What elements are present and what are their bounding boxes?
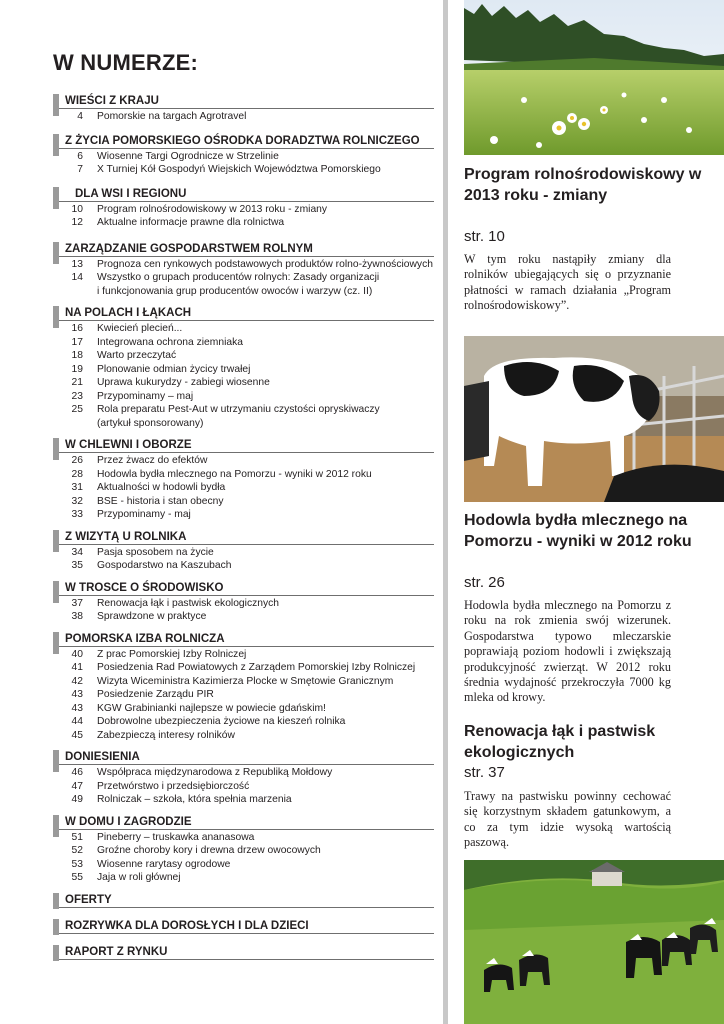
toc-page-number: 35 <box>71 560 83 571</box>
toc-section <box>53 242 434 299</box>
toc-entry-title-line: Posiedzenie Zarządu PIR <box>97 689 214 700</box>
toc-section <box>53 94 434 124</box>
toc-entry-title <box>97 150 434 164</box>
toc-entry <box>53 858 434 872</box>
toc-entry-title <box>97 216 434 230</box>
toc-page-number: 7 <box>77 164 83 175</box>
toc-entry-title-line: Hodowla bydła mlecznego na Pomorzu - wyniki w 2012 roku <box>97 468 372 480</box>
article-description: Trawy na pastwisku powinny cechować się korzystnym składem gatunkowym, a co za tym idzie wysoką wartością paszową. <box>464 789 671 850</box>
toc-page-number: 14 <box>71 272 83 283</box>
toc-items <box>53 321 434 430</box>
toc-entry-title-line: Przypominamy – maj <box>97 390 194 402</box>
table-of-contents <box>53 86 434 961</box>
column-divider <box>443 0 448 1024</box>
toc-entry-title <box>97 110 434 124</box>
toc-page-number: 37 <box>71 597 83 609</box>
toc-entry <box>53 390 434 404</box>
toc-entry-title <box>97 363 434 377</box>
toc-entry <box>53 675 434 689</box>
toc-entry-title-line: Gospodarstwo na Kaszubach <box>97 560 232 571</box>
toc-section <box>53 750 434 807</box>
toc-entry <box>53 793 434 807</box>
toc-entry-title <box>97 661 434 675</box>
toc-page-number: 53 <box>71 858 83 870</box>
toc-section <box>53 945 434 961</box>
toc-entry-title-line: Pasja sposobem na życie <box>97 546 214 558</box>
toc-items <box>53 596 434 624</box>
toc-items <box>53 765 434 807</box>
toc-entry <box>53 271 434 298</box>
toc-entry-title <box>97 508 434 522</box>
article-description: Hodowla bydła mlecznego na Pomorzu z roku na rok zmienia swój wizerunek. Gospodarstwa typowo mleczarskie poprawiają poziom hodowli i zwiększają produkcyjność zwierząt. W 2012 roku średnia wydajność przekroczyła 7000 kg mleka od krowy. <box>464 598 671 705</box>
toc-section <box>53 134 434 177</box>
toc-entry-title <box>97 831 434 845</box>
toc-entry <box>53 495 434 509</box>
toc-entry-title <box>97 702 434 716</box>
toc-section <box>53 530 434 573</box>
toc-entry <box>53 702 434 716</box>
toc-page-number: 51 <box>71 831 83 843</box>
article-title: Program rolnośrodowiskowy w 2013 roku - zmiany <box>464 166 702 204</box>
meadow-image <box>464 0 724 155</box>
toc-entry <box>53 559 434 573</box>
toc-entry-title-line: Aktualności w hodowli bydła <box>97 482 226 493</box>
toc-entry <box>53 322 434 336</box>
article-title: Hodowla bydła mlecznego na Pomorzu - wyniki w 2012 roku <box>464 512 692 550</box>
toc-entry <box>53 468 434 482</box>
toc-entry <box>53 349 434 363</box>
toc-entry <box>53 661 434 675</box>
toc-page-number: 12 <box>71 217 83 228</box>
toc-entry-title-line: Uprawa kukurydzy - zabiegi wiosenne <box>97 377 270 388</box>
toc-entry-title <box>97 454 434 468</box>
toc-page-number: 45 <box>71 729 83 741</box>
toc-entry <box>53 546 434 560</box>
toc-section-heading: ZARZĄDZANIE GOSPODARSTWEM ROLNYM <box>53 242 434 257</box>
toc-entry-title <box>97 336 434 350</box>
toc-section <box>53 893 434 909</box>
toc-entry-title-line: Rola preparatu Pest-Aut w utrzymaniu czystości opryskiwaczy <box>97 404 380 415</box>
toc-page-number: 46 <box>71 767 83 778</box>
toc-section-heading: POMORSKA IZBA ROLNICZA <box>53 632 434 647</box>
pasture-cows-image <box>464 860 724 1024</box>
toc-items <box>53 545 434 573</box>
toc-section-heading: W DOMU I ZAGRODZIE <box>53 815 434 830</box>
article-page-ref: str. 37 <box>464 764 505 781</box>
toc-entry-title-line: Plonowanie odmian życicy trwałej <box>97 363 251 375</box>
toc-entry-title-line: (artykuł sponsorowany) <box>97 417 204 429</box>
toc-entry <box>53 597 434 611</box>
toc-page-number: 31 <box>71 482 83 493</box>
toc-items <box>53 830 434 885</box>
toc-section-heading: OFERTY <box>53 893 434 908</box>
featured-column <box>456 0 724 1024</box>
toc-entry-title <box>97 349 434 363</box>
toc-items <box>53 202 434 230</box>
toc-section-heading: DLA WSI I REGIONU <box>53 187 434 202</box>
toc-section <box>53 438 434 522</box>
toc-entry-title-line: Integrowana ochrona ziemniaka <box>97 336 243 348</box>
toc-section-heading: ROZRYWKA DLA DOROSŁYCH I DLA DZIECI <box>53 919 434 934</box>
toc-section <box>53 815 434 885</box>
toc-entry-title <box>97 675 434 689</box>
toc-entry-title-line: Posiedzenia Rad Powiatowych z Zarządem Pomorskiej Izby Rolniczej <box>97 662 416 673</box>
toc-page-number: 43 <box>71 702 83 714</box>
toc-page-number: 44 <box>71 716 83 727</box>
toc-entry-title-line: Prognoza cen rynkowych podstawowych produktów rolno-żywnościowych <box>97 258 433 270</box>
toc-entry <box>53 508 434 522</box>
toc-entry-title <box>97 468 434 482</box>
toc-entry-title <box>97 688 434 702</box>
toc-entry <box>53 729 434 743</box>
toc-entry <box>53 844 434 858</box>
toc-page-number: 6 <box>77 150 83 162</box>
toc-page-number: 32 <box>71 495 83 507</box>
toc-entry-title <box>97 163 434 177</box>
toc-entry-title <box>97 729 434 743</box>
toc-page-number: 38 <box>71 611 83 622</box>
toc-entry-title <box>97 203 434 217</box>
toc-entry-title-line: Przetwórstwo i przedsiębiorczość <box>97 780 250 792</box>
toc-entry-title <box>97 495 434 509</box>
toc-section-heading: WIEŚCI Z KRAJU <box>53 94 434 109</box>
toc-section-heading: Z ŻYCIA POMORSKIEGO OŚRODKA DORADZTWA ROLNICZEGO <box>53 134 434 149</box>
toc-items <box>53 934 434 935</box>
article-title: Renowacja łąk i pastwisk ekologicznych <box>464 723 656 761</box>
toc-entry <box>53 216 434 230</box>
toc-items <box>53 647 434 743</box>
toc-entry-title <box>97 597 434 611</box>
toc-entry <box>53 376 434 390</box>
toc-entry-title-line: Jaja w roli głównej <box>97 872 181 883</box>
article-description: W tym roku nastąpiły zmiany dla rolników ubiegających się o przyznanie płatności w ramach działania „Program rolnośrodowiskowy”. <box>464 252 671 313</box>
toc-page-number: 18 <box>71 350 83 361</box>
toc-entry-title-line: BSE - historia i stan obecny <box>97 495 224 507</box>
toc-section <box>53 632 434 743</box>
toc-entry <box>53 403 434 430</box>
toc-items <box>53 257 434 299</box>
toc-entry <box>53 780 434 794</box>
toc-entry-title-line: Współpraca międzynarodowa z Republiką Mołdowy <box>97 767 333 778</box>
toc-page-number: 17 <box>71 336 83 348</box>
toc-entry <box>53 715 434 729</box>
toc-entry <box>53 871 434 885</box>
toc-entry <box>53 258 434 272</box>
toc-entry-title-line: Rolniczak – szkoła, która spełnia marzenia <box>97 794 292 805</box>
toc-entry <box>53 150 434 164</box>
toc-entry-title <box>97 793 434 807</box>
toc-entry-title <box>97 403 434 430</box>
toc-section-heading: Z WIZYTĄ U ROLNIKA <box>53 530 434 545</box>
cows-barn-photo <box>464 336 724 502</box>
toc-entry-title <box>97 715 434 729</box>
toc-items <box>53 149 434 177</box>
toc-page-number: 4 <box>77 111 83 122</box>
toc-entry-title <box>97 780 434 794</box>
toc-entry-title <box>97 376 434 390</box>
meadow-photo <box>464 0 724 155</box>
toc-page-number: 13 <box>71 258 83 270</box>
toc-entry <box>53 336 434 350</box>
toc-page-number: 52 <box>71 845 83 856</box>
toc-entry-title-line: Warto przeczytać <box>97 350 177 361</box>
toc-entry-title-line: Zabezpieczą interesy rolników <box>97 729 235 741</box>
toc-entry-title-line: Sprawdzone w praktyce <box>97 611 207 622</box>
toc-section <box>53 581 434 624</box>
toc-page-number: 33 <box>71 509 83 520</box>
toc-section-heading: DONIESIENIA <box>53 750 434 765</box>
toc-entry-title-line: Renowacja łąk i pastwisk ekologicznych <box>97 597 279 609</box>
toc-page-number: 49 <box>71 794 83 805</box>
toc-page-number: 21 <box>71 377 83 388</box>
toc-entry-title-line: Wiosenne rarytasy ogrodowe <box>97 858 231 870</box>
page-title: W NUMERZE: <box>53 50 198 75</box>
toc-entry-title-line: Dobrowolne ubezpieczenia życiowe na kieszeń rolnika <box>97 716 346 727</box>
toc-page-number: 23 <box>71 390 83 402</box>
toc-entry-title <box>97 271 434 298</box>
toc-entry-title-line: Pomorskie na targach Agrotravel <box>97 111 247 122</box>
toc-page-number: 19 <box>71 363 83 375</box>
cows-barn-image <box>464 336 724 502</box>
toc-entry <box>53 688 434 702</box>
toc-page-number: 40 <box>71 648 83 660</box>
toc-page-number: 28 <box>71 468 83 480</box>
toc-section <box>53 187 434 230</box>
toc-entry-title-line: Pineberry – truskawka ananasowa <box>97 831 255 843</box>
toc-entry-title <box>97 766 434 780</box>
toc-page-number: 43 <box>71 689 83 700</box>
toc-entry-title-line: Przez żwacz do efektów <box>97 455 208 466</box>
toc-entry-title-line: Wiosenne Targi Ogrodnicze w Strzelinie <box>97 150 279 162</box>
toc-entry <box>53 610 434 624</box>
toc-entry-title <box>97 258 434 272</box>
toc-entry-title-line: X Turniej Kół Gospodyń Wiejskich Województwa Pomorskiego <box>97 164 381 175</box>
pasture-cows-photo <box>464 860 724 1024</box>
toc-entry-title <box>97 546 434 560</box>
toc-entry <box>53 481 434 495</box>
toc-entry <box>53 363 434 377</box>
toc-entry-title-line: Wizyta Wiceministra Kazimierza Plocke w Smętowie Granicznym <box>97 675 394 687</box>
toc-page-number: 47 <box>71 780 83 792</box>
toc-entry <box>53 110 434 124</box>
toc-entry-title <box>97 481 434 495</box>
toc-items <box>53 908 434 909</box>
toc-entry-title-line: KGW Grabinianki najlepsze w powiecie gdańskim! <box>97 702 326 714</box>
toc-entry-title-line: Groźne choroby kory i drewna drzew owocowych <box>97 845 321 856</box>
toc-entry-title <box>97 559 434 573</box>
toc-section <box>53 919 434 935</box>
toc-section-heading: W TROSCE O ŚRODOWISKO <box>53 581 434 596</box>
toc-items <box>53 453 434 522</box>
toc-entry-title-line: Z prac Pomorskiej Izby Rolniczej <box>97 648 247 660</box>
toc-page-number: 41 <box>71 662 83 673</box>
toc-entry <box>53 831 434 845</box>
toc-entry-title-line: Kwiecień plecień... <box>97 323 183 334</box>
article-page-ref: str. 10 <box>464 228 505 245</box>
toc-entry <box>53 648 434 662</box>
toc-entry <box>53 766 434 780</box>
article-page-ref: str. 26 <box>464 574 505 591</box>
toc-page-number: 10 <box>71 203 83 215</box>
toc-items <box>53 960 434 961</box>
toc-entry-title-line: Przypominamy - maj <box>97 509 191 520</box>
toc-entry-title-line: Program rolnośrodowiskowy w 2013 roku - zmiany <box>97 203 328 215</box>
toc-page-number: 16 <box>71 323 83 334</box>
toc-section-heading: RAPORT Z RYNKU <box>53 945 434 960</box>
toc-page-number: 25 <box>71 404 83 415</box>
toc-page-number: 34 <box>71 546 83 558</box>
toc-entry-title <box>97 858 434 872</box>
toc-entry-title <box>97 648 434 662</box>
toc-entry-title-line: Aktualne informacje prawne dla rolnictwa <box>97 217 285 228</box>
toc-entry <box>53 454 434 468</box>
toc-entry-title-line: Wszystko o grupach producentów rolnych: Zasady organizacji <box>97 272 380 283</box>
toc-page-number: 42 <box>71 675 83 687</box>
toc-entry-title <box>97 871 434 885</box>
toc-entry <box>53 163 434 177</box>
toc-entry-title-line: i funkcjonowania grup producentów owoców i warzyw (cz. II) <box>97 285 373 297</box>
toc-section-heading: W CHLEWNI I OBORZE <box>53 438 434 453</box>
toc-section-heading: NA POLACH I ŁĄKACH <box>53 306 434 321</box>
toc-entry-title <box>97 844 434 858</box>
toc-page-number: 26 <box>71 455 83 466</box>
toc-entry-title <box>97 322 434 336</box>
toc-section <box>53 306 434 430</box>
toc-entry-title <box>97 390 434 404</box>
toc-items <box>53 109 434 124</box>
toc-entry-title <box>97 610 434 624</box>
toc-page-number: 55 <box>71 872 83 883</box>
toc-entry <box>53 203 434 217</box>
